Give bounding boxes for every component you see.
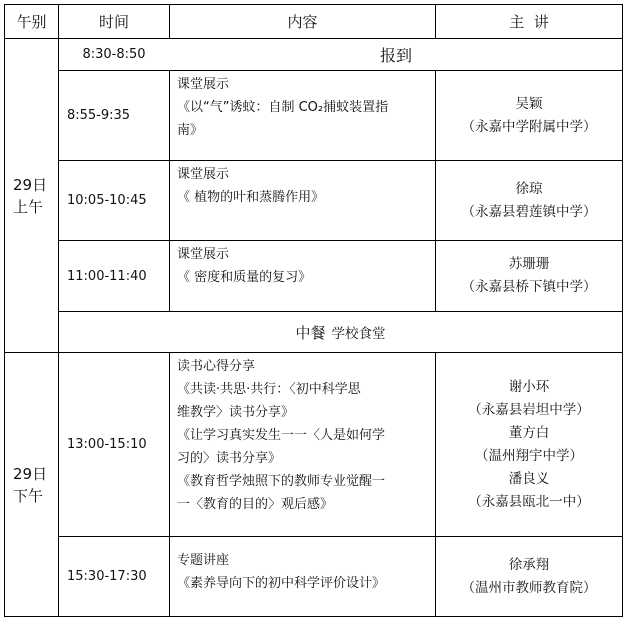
row-time: 8:30-8:50 [82,47,146,62]
row-content: 读书心得分享 《共读·共思·共行：〈初中科学思 维教学〉读书分享》 《让学习真实发生一一〈人是如何学 习的〉读书分享》 《教育哲学烛照下的教师专业觉醒一 一〈教育的目的〉观后感》 [177,359,386,512]
row-speaker: 谢小环 （永嘉县岩坦中学） 董方白 （温州翔宇中学） 潘良义 （永嘉县瓯北一中） [468,378,590,510]
session-morning: 29日 上午 [13,175,48,216]
session-afternoon: 29日 下午 [13,464,48,505]
header-time: 时间 [98,13,129,31]
row-speaker: 徐承翔 （温州市教师教育院） [461,556,597,596]
row-content: 课堂展示 《以“气”诱蚊：自制 CO₂捕蚊装置指 南》 [177,77,389,138]
lunch-row [59,312,622,352]
row-content: 课堂展示 《 植物的叶和蒸腾作用》 [177,167,325,205]
row-speaker: 徐琼 （永嘉县碧莲镇中学） [461,180,597,220]
lunch-location: 学校食堂 [331,326,386,342]
row-content: 课堂展示 《 密度和质量的复习》 [177,247,312,285]
row-speaker: 吴颖 （永嘉中学附属中学） [461,95,597,135]
row-time: 15:30-17:30 [67,569,147,584]
registration-label: 报到 [379,46,412,65]
row-time: 8:55-9:35 [67,108,131,123]
row-content: 专题讲座 《素养导向下的初中科学评价设计》 [177,553,386,591]
header-session: 午别 [16,13,47,31]
row-time: 10:05-10:45 [67,193,147,208]
row-speaker: 苏珊珊 （永嘉县桥下镇中学） [461,256,597,295]
row-time: 13:00-15:10 [67,437,147,452]
header-content: 内容 [287,13,318,31]
row-time: 11:00-11:40 [67,268,147,284]
lunch-label: 中餐 [295,323,326,342]
header-speaker: 主 讲 [509,13,549,31]
